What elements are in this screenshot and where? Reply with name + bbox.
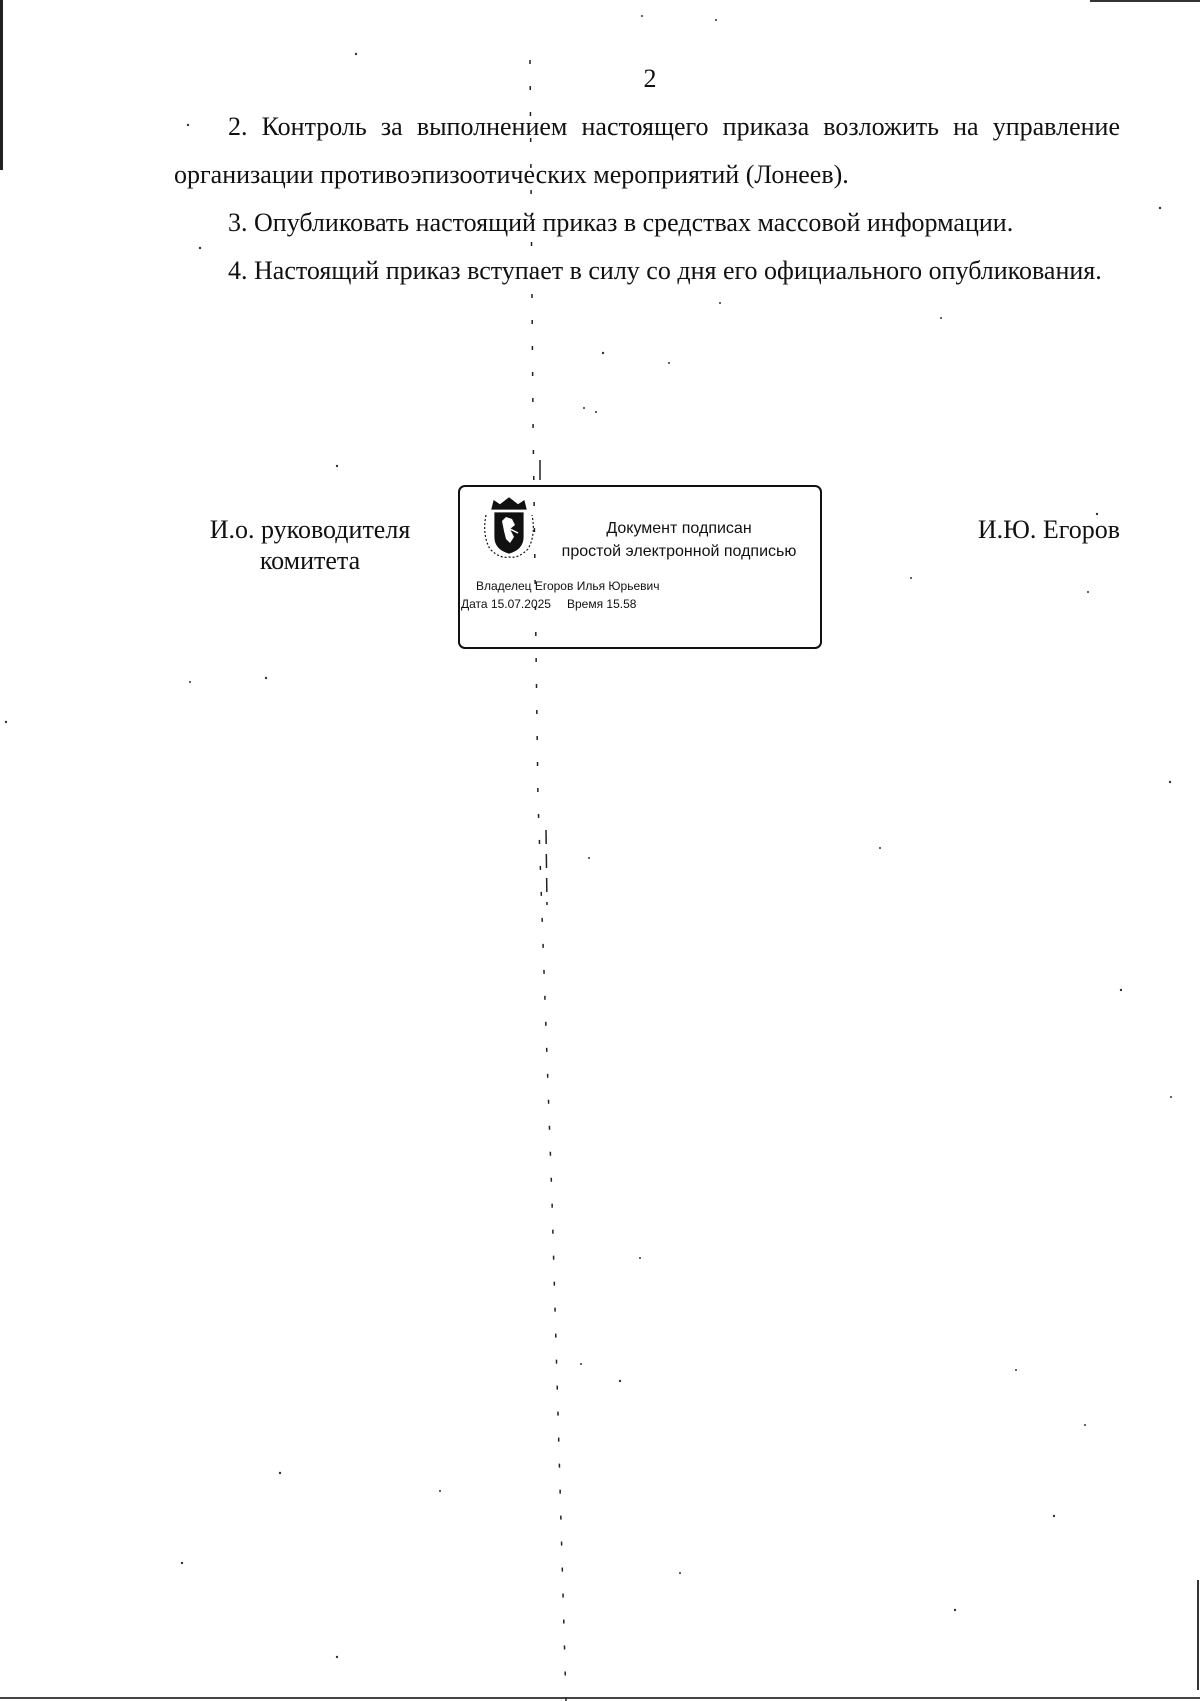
stamp-heading-line2: простой электронной подписью [561, 543, 797, 560]
paragraph-text: Настоящий приказ вступает в силу со дня его официального опубликования. [254, 256, 1102, 285]
stamp-date: Дата 15.07.2025 [461, 597, 551, 611]
signatory-name: И.Ю. Егоров [977, 515, 1120, 544]
page-number: 2 [643, 64, 657, 93]
coat-of-arms-icon [480, 495, 538, 561]
stamp-owner: Владелец Егоров Илья Юрьевич [476, 579, 660, 593]
paragraph-text: Опубликовать настоящий приказ в средствах массовой информации. [254, 208, 1014, 237]
signatory-title-line2: комитета [259, 546, 361, 575]
order-paragraph-3 [174, 199, 1120, 247]
signatory-title-line1: И.о. руководителя [209, 515, 411, 544]
stamp-datetime [461, 597, 636, 611]
paragraph-number: 4. [228, 256, 248, 285]
electronic-signature-stamp [458, 485, 822, 649]
order-paragraph-4 [174, 247, 1120, 295]
stamp-heading [544, 517, 814, 563]
paragraph-number: 3. [228, 208, 248, 237]
paragraph-text: Контроль за выполнением настоящего приказа возложить на управление организации противоэпизоотических мероприятий (Лонеев). [174, 112, 1120, 189]
stamp-time: Время 15.58 [566, 597, 637, 611]
signatory-title [190, 514, 430, 576]
paragraph-number: 2. [228, 112, 248, 141]
order-paragraph-2 [174, 103, 1120, 199]
stamp-heading-line1: Документ подписан [606, 520, 752, 537]
